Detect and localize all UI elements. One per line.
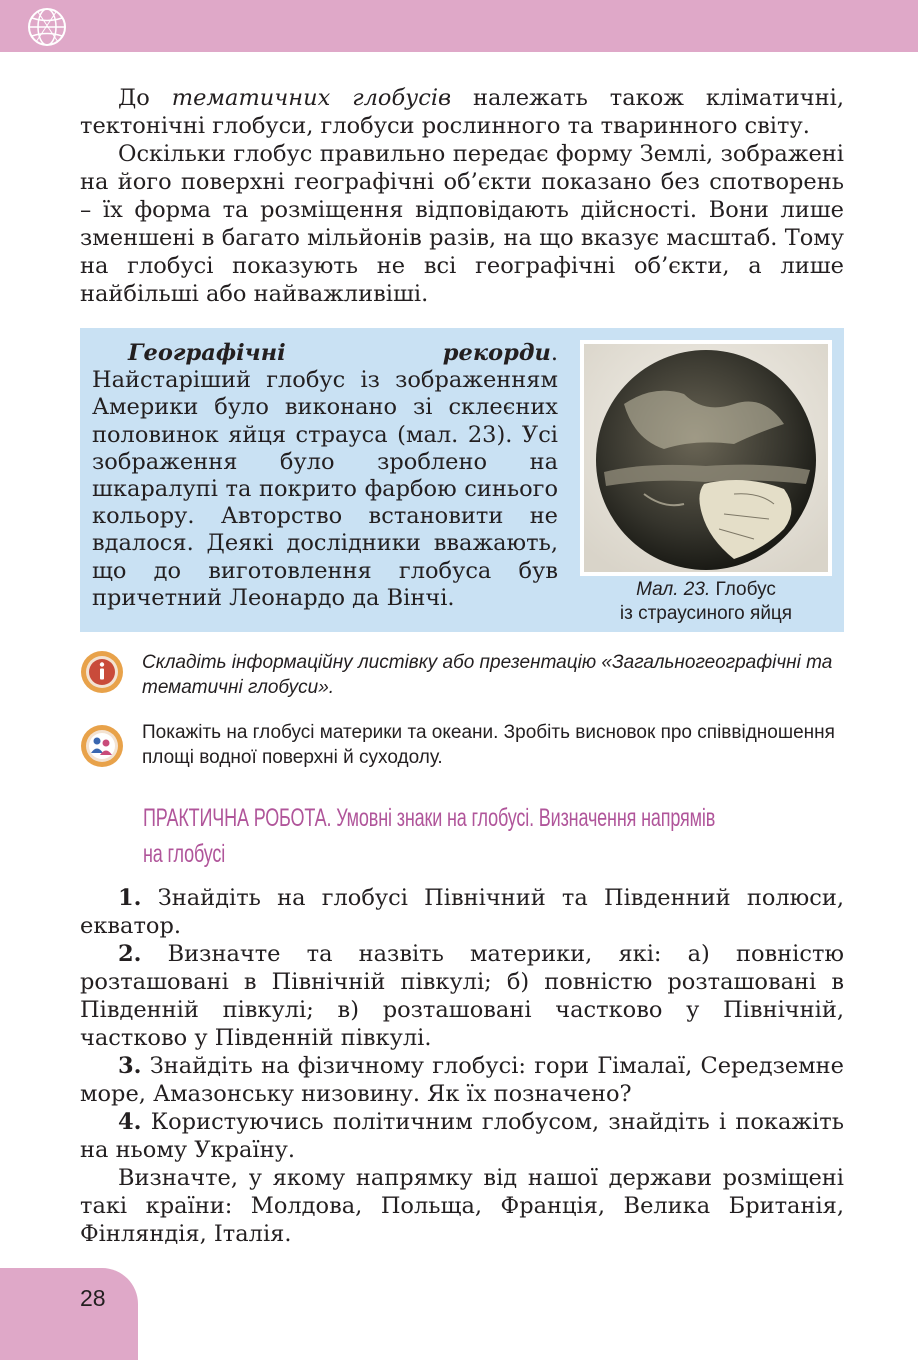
thematic-globes-term: тематичних глобусів: [171, 85, 452, 111]
figure-caption: Мал. 23. Глобус із страусиного яйця: [619, 579, 793, 624]
intro-paragraph-2: Оскільки глобус правильно передає форму Землі, зображені на його поверхні географічні об’єкти показано без спотворень – їх форма та розміщення відповідають дійсності. Вони лише зменшені в багато мільйонів разів, на що вказує масштаб. Тому на глобусі показують не всі географічні об’єкти, а лише найбільші або найважливіші.: [80, 141, 844, 307]
practical-steps: [80, 884, 844, 1248]
header-bar: [0, 0, 918, 52]
info-icon: [80, 650, 124, 694]
page-number: 28: [80, 1285, 106, 1311]
globe-grid-icon: [26, 6, 68, 48]
step-3: 3. Знайдіть на фізичному глобусі: гори Гімалаї, Середземне море, Амазонську низовину. Як їх позначено?: [80, 1053, 844, 1107]
records-heading: Географічні рекорди: [128, 340, 551, 366]
geographic-records-text: Географічні рекорди. Найстаріший глобус із зображенням Америки було виконано зі склеєних половинок яйця страуса (мал. 23). Усі зображення було зроблено на шкаралупі та покрито фарбою синього кольору. Авторство встановити не вдалося. Деякі дослідники вважають, що до виготовлення глобуса був причетний Леонардо да Вінчі.: [92, 340, 558, 611]
step-4: 4. Користуючись політичним глобусом, знайдіть і покажіть на ньому Україну.: [80, 1109, 844, 1163]
task-info-text: Складіть інформаційну листівку або презентацію «Загальногеографічні та тематичні глобуси».: [142, 652, 833, 698]
page-number-tab: [0, 1268, 138, 1360]
step-2: 2. Визначте та назвіть материки, які: а) повністю розташовані в Північній півкулі; б) повністю розташовані в Південній півкулі; в) розташовані частково у Північній, частково у Південній півкулі.: [80, 941, 844, 1051]
practical-work-title: ПРАКТИЧНА РОБОТА. Умовні знаки на глобусі. Визначення напрямів на глобусі: [143, 804, 716, 868]
ostrich-egg-globe-photo: [580, 340, 832, 576]
step-1: 1. Знайдіть на глобусі Північний та Південний полюси, екватор.: [80, 885, 844, 939]
task-group-text: Покажіть на глобусі материки та океани. Зробіть висновок про співвідношення площі водної поверхні й суходолу.: [142, 722, 835, 768]
step-final: Визначте, у якому напрямку від нашої держави розміщені такі країни: Молдова, Польща, Франція, Велика Британія, Фінляндія, Італія.: [80, 1165, 844, 1247]
intro-paragraph-1: До тематичних глобусів належать також кліматичні, тектонічні глобуси, глобуси рослинного та тваринного світу.: [80, 85, 844, 139]
group-work-icon: [80, 724, 124, 768]
